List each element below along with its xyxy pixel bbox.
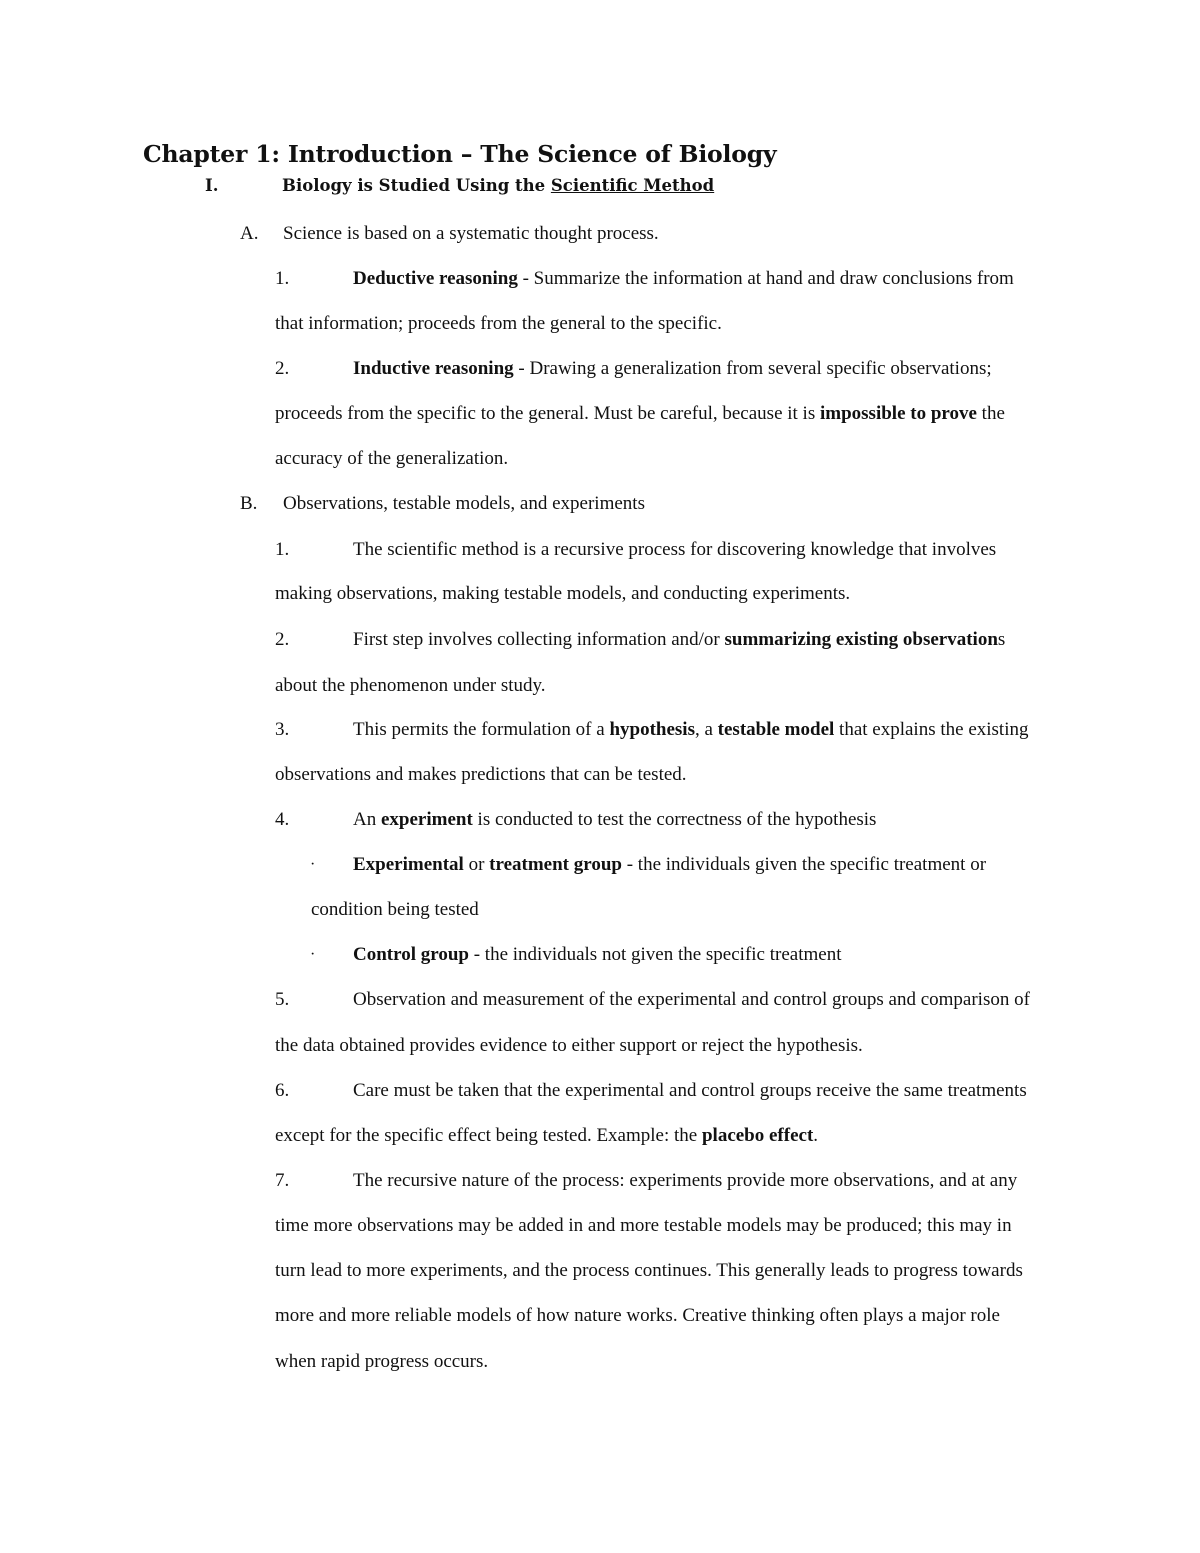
b-item-3-text — [353, 718, 1028, 742]
section-title-underlined: Scientific Method — [550, 176, 715, 195]
a-item-2-term: Inductive reasoning — [353, 358, 514, 379]
a-item-1-rest: - Summarize the information at hand and draw conclusions from — [517, 268, 1014, 289]
b-item-6-cont-post: . — [813, 1125, 819, 1146]
b-item-6-cont-pre: except for the specific effect being tested. Example: the — [275, 1125, 702, 1146]
b-item-2-bold: summarizing existing observation — [724, 629, 998, 650]
bullet-1-bold-treatment-group: treatment group — [489, 854, 622, 875]
b-item-2-text — [353, 628, 1005, 652]
bullet-1-marker: · — [310, 856, 316, 873]
bullet-2-marker: · — [310, 946, 316, 963]
a-item-2-continuation — [275, 402, 1005, 426]
bullet-2-bold-control-group: Control group — [353, 944, 469, 965]
a-item-1-text — [353, 267, 1014, 291]
b-item-7-continuation-2: turn lead to more experiments, and the process continues. This generally leads to progress towards — [275, 1260, 1023, 1281]
section-title — [282, 176, 714, 195]
b-item-5-continuation: the data obtained provides evidence to either support or reject the hypothesis. — [275, 1035, 863, 1056]
b-item-5-text: Observation and measurement of the experimental and control groups and comparison of — [353, 989, 1030, 1010]
b-item-7-continuation-4: when rapid progress occurs. — [275, 1351, 489, 1372]
b-item-4-number: 4. — [275, 809, 290, 830]
b-item-2-pre: First step involves collecting information and/or — [353, 629, 725, 650]
b-item-1-continuation: making observations, making testable models, and conducting experiments. — [275, 583, 851, 604]
b-item-4-text — [353, 808, 876, 832]
b-item-6-number: 6. — [275, 1080, 290, 1101]
b-item-7-number: 7. — [275, 1170, 290, 1191]
b-item-2-continuation: about the phenomenon under study. — [275, 675, 546, 696]
b-item-5-number: 5. — [275, 989, 290, 1010]
b-item-3-pre: This permits the formulation of a — [353, 719, 610, 740]
b-item-3-continuation: observations and makes predictions that can be tested. — [275, 764, 687, 785]
b-item-2-post: s — [997, 629, 1006, 650]
b-item-3-post: that explains the existing — [834, 719, 1029, 740]
a-item-2-rest: - Drawing a generalization from several specific observations; — [513, 358, 992, 379]
b-item-3-mid: , a — [694, 719, 718, 740]
b-item-3-bold-testable-model: testable model — [717, 719, 835, 740]
bullet-1-post: - the individuals given the specific treatment or — [621, 854, 987, 875]
subsection-a-label: A. — [240, 223, 259, 244]
subsection-b-text: Observations, testable models, and experiments — [283, 493, 645, 514]
a-item-1-continuation: that information; proceeds from the general to the specific. — [275, 313, 722, 334]
bullet-1-bold-experimental: Experimental — [353, 854, 464, 875]
a-item-1-term: Deductive reasoning — [353, 268, 518, 289]
a-item-2-number: 2. — [275, 358, 290, 379]
a-item-2-continuation-2: accuracy of the generalization. — [275, 448, 509, 469]
b-item-3-bold-hypothesis: hypothesis — [609, 719, 695, 740]
subsection-a-text: Science is based on a systematic thought process. — [283, 223, 659, 244]
b-item-7-continuation-3: more and more reliable models of how nature works. Creative thinking often plays a major role — [275, 1305, 1000, 1326]
bullet-2-post: - the individuals not given the specific treatment — [468, 944, 842, 965]
a-item-2-cont-bold: impossible to prove — [819, 403, 977, 424]
b-item-4-pre: An — [353, 809, 381, 830]
section-number: I. — [205, 176, 219, 195]
subsection-b-label: B. — [240, 493, 258, 514]
bullet-2-text — [353, 943, 841, 967]
b-item-1-number: 1. — [275, 539, 290, 560]
b-item-1-text: The scientific method is a recursive process for discovering knowledge that involves — [353, 539, 997, 560]
chapter-title: Chapter 1: Introduction – The Science of Biology — [143, 140, 777, 168]
b-item-3-number: 3. — [275, 719, 290, 740]
bullet-1-mid: or — [463, 854, 490, 875]
b-item-6-continuation — [275, 1124, 818, 1148]
a-item-2-text — [353, 357, 992, 381]
b-item-2-number: 2. — [275, 629, 290, 650]
b-item-6-text: Care must be taken that the experimental and control groups receive the same treatments — [353, 1080, 1027, 1101]
b-item-7-continuation-1: time more observations may be added in and more testable models may be produced; this may in — [275, 1215, 1012, 1236]
section-title-text: Biology is Studied Using the — [282, 176, 551, 195]
a-item-1-number: 1. — [275, 268, 290, 289]
b-item-6-cont-bold: placebo effect — [701, 1125, 814, 1146]
a-item-2-cont-pre: proceeds from the specific to the general. Must be careful, because it is — [275, 403, 820, 424]
b-item-4-bold: experiment — [380, 809, 473, 830]
bullet-1-text — [353, 853, 986, 877]
b-item-7-text: The recursive nature of the process: experiments provide more observations, and at any — [353, 1170, 1018, 1191]
b-item-4-post: is conducted to test the correctness of the hypothesis — [472, 809, 877, 830]
bullet-1-continuation: condition being tested — [311, 899, 479, 920]
a-item-2-cont-post: the — [976, 403, 1005, 424]
